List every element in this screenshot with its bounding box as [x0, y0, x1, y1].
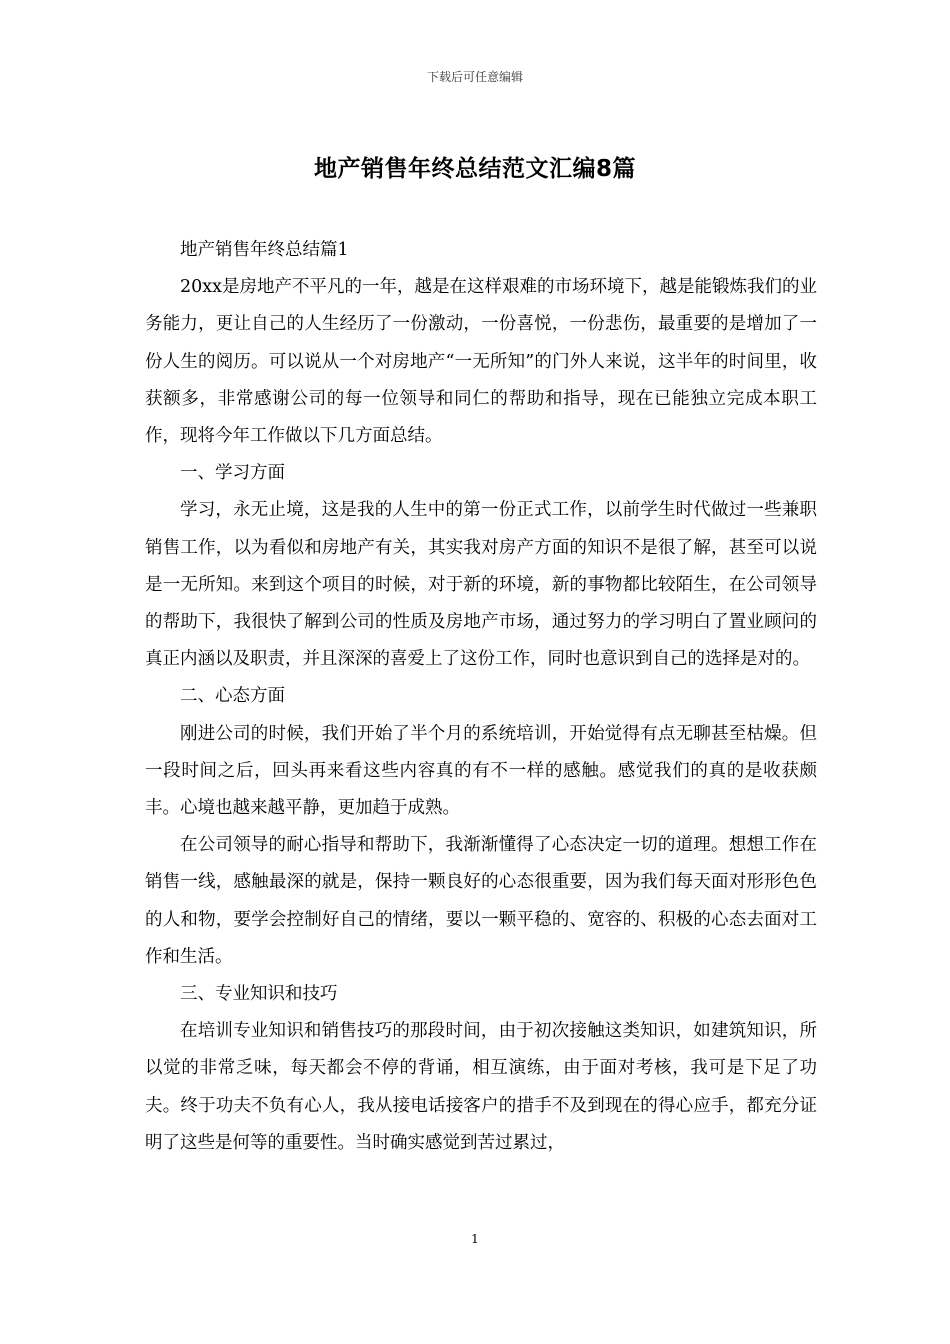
section-heading: 二、心态方面: [180, 686, 285, 707]
section-heading: 一、学习方面: [180, 463, 285, 484]
header-note: 下载后可任意编辑: [426, 70, 523, 84]
section-heading: 三、专业知识和技巧: [180, 984, 338, 1005]
paragraph: 学习，永无止境，这是我的人生中的第一份正式工作，以前学生时代做过一些兼职销售工作，以为看似和房地产有关，其实我对房产方面的知识不是很了解，甚至可以说是一无所知。来到这个项目的时候，对于新的环境，新的事物都比较陌生，在公司领导的帮助下，我很快了解到公司的性质及房地产市场，通过努力的学习明白了置业顾问的真正内涵以及职责，并且深深的喜爱上了这份工作，同时也意识到自己的选择是对的。: [145, 500, 817, 670]
paragraph: 在培训专业知识和销售技巧的那段时间，由于初次接触这类知识，如建筑知识，所以觉的非常乏味，每天都会不停的背诵，相互演练，由于面对考核，我可是下足了功夫。终于功夫不负有心人，我从接电话接客户的措手不及到现在的得心应手，都充分证明了这些是何等的重要性。当时确实感觉到苦过累过，: [145, 1021, 817, 1153]
document-body: [145, 232, 817, 1162]
document-title: 地产销售年终总结范文汇编8篇: [313, 156, 636, 182]
paragraph: 20xx是房地产不平凡的一年，越是在这样艰难的市场环境下，越是能锻炼我们的业务能力，更让自己的人生经历了一份激动，一份喜悦，一份悲伤，最重要的是增加了一份人生的阅历。可以说从一个对房地产“一无所知”的门外人来说，这半年的时间里，收获额多，非常感谢公司的每一位领导和同仁的帮助和指导，现在已能独立完成本职工作，现将今年工作做以下几方面总结。: [145, 277, 818, 447]
paragraph: 在公司领导的耐心指导和帮助下，我渐渐懂得了心态决定一切的道理。想想工作在销售一线，感触最深的就是，保持一颗良好的心态很重要，因为我们每天面对形形色色的人和物，要学会控制好自己的情绪，要以一颗平稳的、宽容的、积极的心态去面对工作和生活。: [145, 835, 817, 967]
section-heading: 地产销售年终总结篇1: [180, 240, 349, 260]
paragraph: 刚进公司的时候，我们开始了半个月的系统培训，开始觉得有点无聊甚至枯燥。但一段时间之后，回头再来看这些内容真的有不一样的感触。感觉我们的真的是收获颇丰。心境也越来越平静，更加趋于成熟。: [145, 723, 817, 819]
page-number: 1: [471, 1232, 479, 1246]
